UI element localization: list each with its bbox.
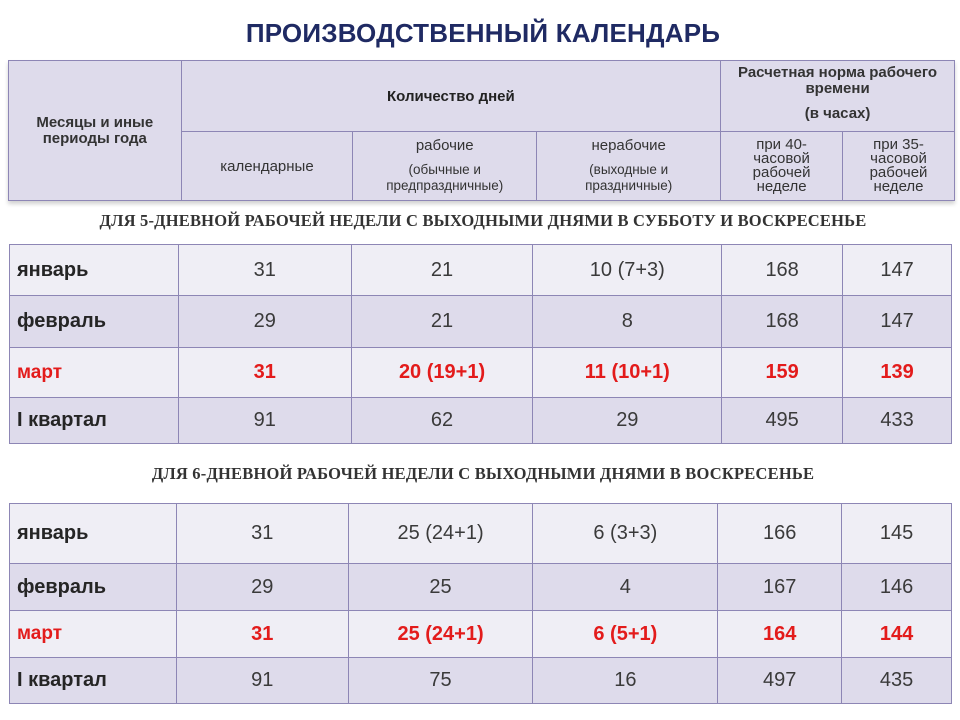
cell-h40: 168	[722, 245, 843, 296]
cell-h35: 146	[842, 564, 952, 611]
cell-working: 75	[348, 658, 533, 704]
cell-nonworking: 6 (3+3)	[533, 504, 718, 564]
table-row	[10, 348, 952, 398]
table-row	[10, 245, 952, 296]
cell-working: 21	[351, 245, 533, 296]
cell-h35: 435	[842, 658, 952, 704]
cell-working: 20 (19+1)	[351, 348, 533, 398]
row-period: январь	[10, 245, 179, 296]
table-row	[10, 658, 952, 704]
cell-calendar: 29	[178, 296, 351, 348]
cell-calendar: 31	[178, 245, 351, 296]
cell-nonworking: 10 (7+3)	[533, 245, 722, 296]
cell-calendar: 31	[176, 504, 348, 564]
cell-nonworking: 16	[533, 658, 718, 704]
row-period: февраль	[10, 296, 179, 348]
cell-h40: 159	[722, 348, 843, 398]
header-working	[353, 132, 537, 201]
cell-calendar: 91	[178, 398, 351, 444]
cell-working: 62	[351, 398, 533, 444]
cell-h40: 164	[718, 611, 842, 658]
cell-working: 25 (24+1)	[348, 504, 533, 564]
cell-h35: 139	[843, 348, 952, 398]
cell-h40: 495	[722, 398, 843, 444]
cell-h40: 168	[722, 296, 843, 348]
cell-nonworking: 8	[533, 296, 722, 348]
header-days-count: Количество дней	[181, 61, 721, 132]
cell-calendar: 91	[176, 658, 348, 704]
cell-h35: 145	[842, 504, 952, 564]
cell-h40: 166	[718, 504, 842, 564]
table-row	[10, 564, 952, 611]
row-period: I квартал	[10, 658, 177, 704]
table-6day	[9, 503, 952, 704]
section-6day-title: ДЛЯ 6-ДНЕВНОЙ РАБОЧЕЙ НЕДЕЛИ С ВЫХОДНЫМИ ДНЯМИ В ВОСКРЕСЕНЬЕ	[151, 464, 815, 483]
header-h40: при 40-часовой рабочей неделе	[721, 132, 843, 201]
header-working-note: (обычные и предпраздничные)	[386, 162, 504, 193]
page-title: ПРОИЗВОДСТВЕННЫЙ КАЛЕНДАРЬ	[245, 18, 721, 48]
cell-h35: 147	[843, 296, 952, 348]
row-period: март	[10, 348, 179, 398]
table-row	[10, 504, 952, 564]
cell-h35: 433	[843, 398, 952, 444]
header-nonworking-label: нерабочие	[591, 137, 666, 154]
cell-h35: 147	[843, 245, 952, 296]
table-row	[10, 398, 952, 444]
header-periods: Месяцы и иные периоды года	[9, 61, 182, 201]
table-row	[10, 611, 952, 658]
calendar-header-table	[8, 60, 955, 201]
header-norm-title: Расчетная норма рабочего времени	[738, 64, 938, 97]
row-period: февраль	[10, 564, 177, 611]
cell-working: 25	[348, 564, 533, 611]
cell-h40: 497	[718, 658, 842, 704]
table-5day	[9, 244, 952, 444]
section-5day-title: ДЛЯ 5-ДНЕВНОЙ РАБОЧЕЙ НЕДЕЛИ С ВЫХОДНЫМИ ДНЯМИ В СУББОТУ И ВОСКРЕСЕНЬЕ	[99, 211, 867, 230]
header-norm	[721, 61, 955, 132]
header-norm-unit: (в часах)	[804, 105, 871, 122]
cell-h40: 167	[718, 564, 842, 611]
cell-calendar: 31	[176, 611, 348, 658]
header-nonworking-note: (выходные и праздничные)	[585, 162, 673, 193]
cell-working: 21	[351, 296, 533, 348]
row-period: март	[10, 611, 177, 658]
header-working-label: рабочие	[415, 137, 474, 154]
row-period: I квартал	[10, 398, 179, 444]
header-h35: при 35-часовой рабочей неделе	[843, 132, 955, 201]
header-calendar: календарные	[181, 132, 353, 201]
row-period: январь	[10, 504, 177, 564]
cell-working: 25 (24+1)	[348, 611, 533, 658]
cell-calendar: 29	[176, 564, 348, 611]
cell-calendar: 31	[178, 348, 351, 398]
cell-nonworking: 4	[533, 564, 718, 611]
cell-nonworking: 29	[533, 398, 722, 444]
cell-h35: 144	[842, 611, 952, 658]
cell-nonworking: 11 (10+1)	[533, 348, 722, 398]
cell-nonworking: 6 (5+1)	[533, 611, 718, 658]
header-nonworking	[537, 132, 721, 201]
table-row	[10, 296, 952, 348]
